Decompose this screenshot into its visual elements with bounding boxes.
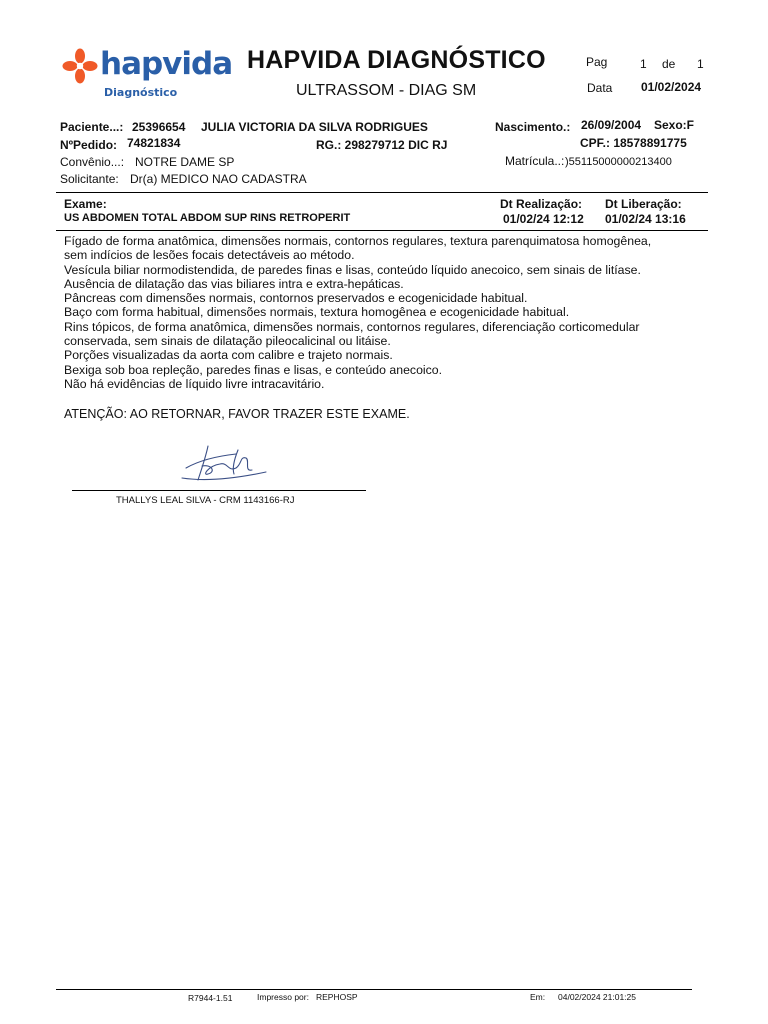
paciente-nome: JULIA VICTORIA DA SILVA RODRIGUES xyxy=(201,120,428,134)
footer-code: R7944-1.51 xyxy=(188,993,233,1003)
pag-total: 1 xyxy=(697,57,704,71)
sexo: Sexo:F xyxy=(654,118,695,132)
signature-image xyxy=(178,438,288,486)
data-value: 01/02/2024 xyxy=(641,80,702,94)
paciente-id: 25396654 xyxy=(132,120,186,134)
realizacao-value: 01/02/24 12:12 xyxy=(503,212,584,226)
report-line: Vesícula biliar normodistendida, de paredes finas e lisas, conteúdo líquido anecoico, sem sinais de litíase. xyxy=(64,262,641,277)
matricula-value: )55115000000213400 xyxy=(565,156,672,168)
report-line: conservada, sem sinais de dilatação pileocalicinal ou litáise. xyxy=(64,334,391,349)
cpf: CPF.: 18578891775 xyxy=(580,136,687,150)
convenio-label: Convênio...: xyxy=(60,155,125,169)
em-label: Em: xyxy=(530,992,546,1002)
divider xyxy=(56,192,708,193)
report-line: Rins tópicos, de forma anatômica, dimensões normais, contornos regulares, diferenciação corticomedular xyxy=(64,319,640,334)
report-line: Bexiga sob boa repleção, paredes finas e lisas, e conteúdo anecoico. xyxy=(64,362,443,377)
nascimento-value: 26/09/2004 xyxy=(581,118,642,132)
report-line: Não há evidências de líquido livre intracavitário. xyxy=(64,376,325,391)
flower-icon xyxy=(62,48,98,84)
convenio-value: NOTRE DAME SP xyxy=(135,155,235,169)
logo-brand: hapvida xyxy=(100,46,233,82)
exame-label: Exame: xyxy=(64,197,107,211)
report-line: Baço com forma habitual, dimensões normais, textura homogênea e ecogenicidade habitual. xyxy=(64,305,570,320)
exame-value: US ABDOMEN TOTAL ABDOM SUP RINS RETROPERIT xyxy=(64,212,351,224)
report-line: Porções visualizadas da aorta com calibre e trajeto normais. xyxy=(64,348,393,363)
pedido-label: NºPedido: xyxy=(60,138,118,152)
data-label: Data xyxy=(587,81,613,95)
report-line: Ausência de dilatação das vias biliares intra e extra-hepáticas. xyxy=(64,276,404,291)
impresso-label: Impresso por: xyxy=(257,992,309,1002)
liberacao-label: Dt Liberação: xyxy=(605,197,682,211)
pedido-value: 74821834 xyxy=(127,136,181,150)
page-subtitle: ULTRASSOM - DIAG SM xyxy=(296,82,477,99)
divider xyxy=(56,230,708,231)
page-title: HAPVIDA DIAGNÓSTICO xyxy=(247,46,546,74)
paciente-label: Paciente...: xyxy=(60,120,124,134)
matricula-label: Matrícula..: xyxy=(505,154,565,168)
impresso-value: REPHOSP xyxy=(316,992,358,1002)
pag-label: Pag xyxy=(586,55,608,69)
liberacao-value: 01/02/24 13:16 xyxy=(605,212,686,226)
solicitante-label: Solicitante: xyxy=(60,172,119,186)
attention-note: ATENÇÃO: AO RETORNAR, FAVOR TRAZER ESTE EXAME. xyxy=(64,407,410,421)
report-line: Pâncreas com dimensões normais, contornos preservados e ecogenicidade habitual. xyxy=(64,291,528,306)
logo-subtitle: Diagnóstico xyxy=(104,86,178,99)
report-body xyxy=(64,234,704,391)
pag-current: 1 xyxy=(640,57,647,71)
nascimento-label: Nascimento.: xyxy=(495,120,571,134)
pag-de: de xyxy=(662,57,676,71)
signer-name: THALLYS LEAL SILVA - CRM 1143166-RJ xyxy=(116,495,295,506)
report-line: Fígado de forma anatômica, dimensões normais, contornos regulares, textura parenquimatosa homogênea, xyxy=(64,234,652,248)
report-line: sem indícios de lesões focais detectáveis ao método. xyxy=(64,248,355,263)
footer-divider xyxy=(56,989,692,990)
hapvida-logo xyxy=(62,44,233,102)
rg: RG.: 298279712 DIC RJ xyxy=(316,138,448,152)
signature-line xyxy=(72,490,366,491)
solicitante-value: Dr(a) MEDICO NAO CADASTRA xyxy=(130,172,307,186)
realizacao-label: Dt Realização: xyxy=(500,197,583,211)
em-value: 04/02/2024 21:01:25 xyxy=(558,992,636,1002)
